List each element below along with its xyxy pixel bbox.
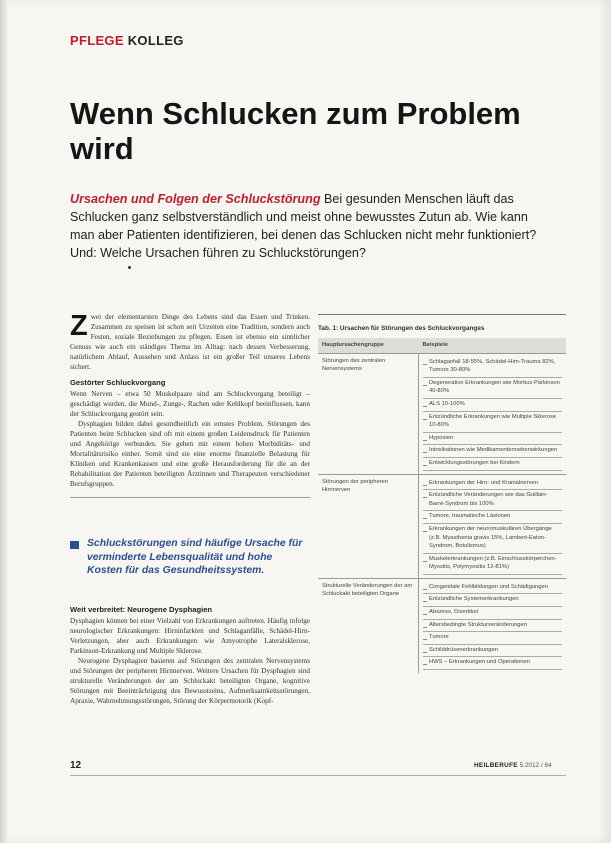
article-lead [70,190,540,262]
section-heading-gestoerter-schluckvorgang: Gestörter Schluckvorgang [70,378,166,387]
example-item: Hypoxien [423,433,562,446]
page-spine-shadow [0,0,8,843]
table-header-row [318,338,566,353]
magazine-name: HEILBERUFE [474,762,518,769]
example-item: Entzündliche Erkrankungen wie Multiple Sklerose 10-80% [423,412,562,433]
pull-quote-square-icon [70,541,79,549]
section2-paragraph-1: Dysphagien können bei einer Vielzahl von Erkrankungen auftreten. Häufig infolge neurologischer Erkrankungen: Hirninfarkten und Schlaganfälle, Schädel-Hirn-Verletzungen, aber auch Erkrankungen wie Amyotrophe Lateralsklerose, Parkinson-Erkrankung und Multiple Sklerose. [70,617,310,655]
example-item: Intoxikationen wie Medikamentennebenwirkungen [423,445,562,458]
example-item: Entzündliche Veränderungen wie das Guillain-Barré-Syndrom bis 100% [423,490,562,511]
example-item: Schilddrüsenerkrankungen [423,645,562,658]
intro-paragraph [70,312,310,372]
table-caption: Tab. 1: Ursachen für Störungen des Schluckvorganges [318,325,485,332]
causes-table [318,338,566,673]
footer-rule [70,775,566,776]
table-row [318,474,566,578]
example-item: Altersbedingte Strukturveränderungen [423,620,562,633]
example-item: Abszess, Divertikel [423,607,562,620]
example-item: Erkrankungen der Hirn- und Kranialnerven [423,478,562,491]
section-rubric [70,33,184,48]
intro-text: wei der elementarsten Dinge des Lebens sind das Essen und Trinken. Zusammen zu speisen ist schon seit Urzeiten eine Tradition, sondern auch Festen, soziale Beziehungen zu pflegen. Essen ist ebenso ein sinnlicher Genuss wie auch ein ständiges Thema im Alltag: nach dessen Verbesserung, natürlichem Ablauf, Aussehen und Anlass ist ein großer Teil unseres Lebens sichert. [70,313,310,371]
article-title: Wenn Schlucken zum Problem wird [70,96,521,166]
example-item: Entwicklungsstörungen bei Kindern [423,458,562,471]
examples-cell [419,353,567,474]
magazine-footer [474,762,552,769]
examples-cell [419,474,567,578]
pull-quote-text: Schluckstörungen sind häufige Ursache für verminderte Lebensqualität und hohe Kosten für das Gesundheitssystem. [87,538,303,576]
example-item: Tumore [423,632,562,645]
body-column-lower [70,599,310,706]
example-item: Congenitale Fehlbildungen und Schädigungen [423,582,562,595]
section1-paragraph-1: Wenn Nerven – etwa 50 Muskelpaare sind am Schluckvorgang beteiligt – geschädigt wurden, die Mund-, Zunge-, Rachen oder Kehlkopf beeinflussen, kann der Schluckvorgang gestört sein. [70,390,310,418]
example-item: Schlaganfall 18-55%, Schädel-Hirn-Trauma 82%, Tumore 30-80% [423,357,562,378]
causes-table-box [318,314,566,673]
example-item: Degenerative Erkrankungen wie Morbus Parkinson 40-80% [423,378,562,399]
header-cell-examples: Beispiele [419,338,567,353]
table-row [318,578,566,673]
section-heading-neurogene-dysphagien: Weit verbreitet: Neurogene Dysphagien [70,605,213,614]
group-cell: Strukturelle Veränderungen der am Schluckakt beteiligten Organe [318,578,419,673]
group-cell: Störungen des zentralen Nervensystems [318,353,419,474]
example-item: HWS – Erkrankungen und Operationen [423,657,562,670]
dropcap: Z [70,310,88,342]
example-item: Erkrankungen der neuromuskulären Übergänge (z.B. Myasthenia gravis 15%, Lambert-Eaton-Syndrom, Botulismus) [423,524,562,554]
table-row [318,353,566,474]
section1-paragraph-2: Dysphagien bilden dabei gesundheitlich ein ernstes Problem. Störungen des Patienten beim Schlucken sind oft mit einem großen Leidensdruck für Patienten und Angehörige verbunden. Sie gehen mit einem hohen Morbiditäts- und Mortalitätsrisiko einher. Somit sind sie eine enorme finanzielle Belastung für Kliniken und Krankenkassen und eine große Herausforderung für die an der Rehabilitation der Patienten beteiligten Ärztinnen und Therapeuten verschiedener Berufsgruppen. [70,420,310,488]
pull-quote [70,537,310,578]
lead-text: Bei gesunden Menschen läuft das Schlucken ganz selbstverständlich und meist ohne bewusstes Zutun ab. Wie kann man aber Patienten identifizieren, bei denen das Schlucken nicht mehr funktioniert? Und: Welche Ursachen führen zu Schluckstörungen? [70,192,537,260]
lead-heading: Ursachen und Folgen der Schluckstörung [70,192,321,206]
rubric-part-2: KOLLEG [127,33,184,48]
body-column-upper [70,312,310,498]
magazine-issue: 5.2012 / 64 [519,762,552,769]
page-number: 12 [70,760,82,771]
column-divider [70,497,310,498]
example-item: Tumore, traumatische Läsionen [423,511,562,524]
example-item: Entzündliche Systemerkrankungen [423,594,562,607]
examples-cell [419,578,567,673]
example-item: Muskelerkrankungen (z.B. Einschlusskörperchen-Myositis, Polymyositis 12-81%) [423,554,562,575]
rubric-part-1: PFLEGE [70,33,124,48]
header-cell-group: Hauptursachengruppe [318,338,419,353]
group-cell: Störungen der peripheren Hirnnerven [318,474,419,578]
table-top-rule [318,314,566,315]
example-item: ALS 10-100% [423,399,562,412]
section2-paragraph-2: Neurogene Dysphagien basieren auf Störungen des zentralen Nervensystems und Störungen der peripheren Hirnnerven. Weitere Ursachen für Dysphagien sind strukturelle Veränderungen der am Schluckakt beteiligten Organe, kognitive Störungen mit Beeinträchtigung des Bewusstseins, Aufmerksamkeitsstörungen, Apraxie, Wahrnehmungsstörungen, Störung der Körpermotorik (Kopf- [70,657,310,705]
decorative-dot [128,266,131,269]
